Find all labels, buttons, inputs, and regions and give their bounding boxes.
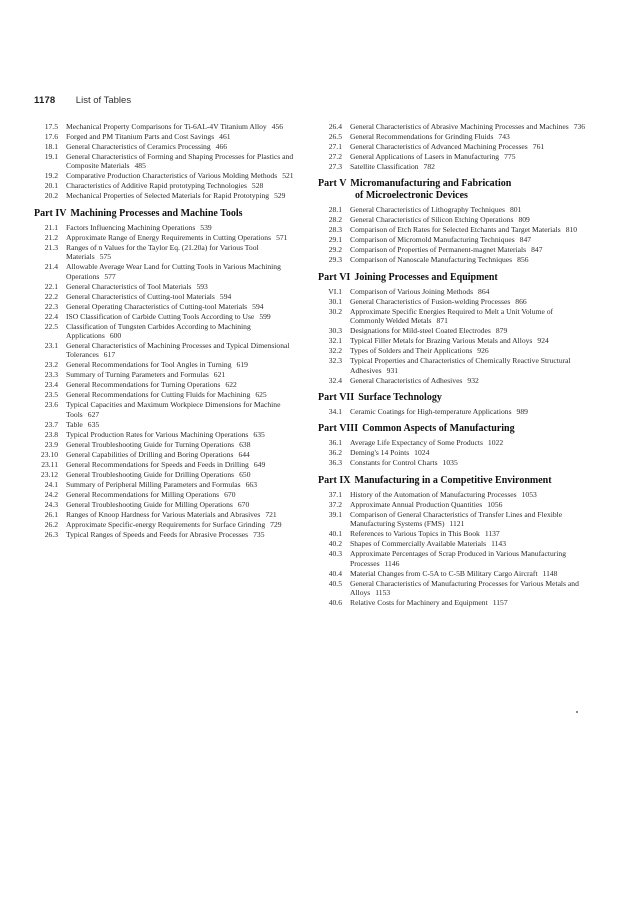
table-page-number: 775	[504, 152, 516, 161]
right-column	[318, 122, 586, 608]
table-title: ISO Classification of Carbide Cutting Tools According to Use	[66, 311, 255, 321]
table-number: 36.3	[328, 458, 342, 468]
table-page-number: 485	[134, 161, 146, 171]
table-page-number: 625	[255, 390, 267, 400]
table-list-entry	[318, 122, 586, 131]
table-page-number: 649	[253, 459, 266, 469]
table-page-number: 1121	[449, 519, 465, 529]
table-title: General Characteristics of Cutting-tool Materials	[66, 291, 215, 301]
table-list-entry	[34, 440, 304, 449]
table-title: Comparison of Nanoscale Manufacturing Techniques	[350, 255, 513, 265]
table-number: 23.11	[41, 459, 58, 469]
table-title: General Troubleshooting Guide for Milling Operations	[66, 499, 233, 509]
table-page-number: 621	[213, 370, 226, 380]
table-title: General Characteristics of Ceramics Processing	[66, 142, 211, 151]
table-page-number: 1024	[414, 448, 430, 458]
table-list-entry	[318, 458, 586, 467]
table-list-entry	[34, 122, 304, 131]
table-page-number: 866	[515, 296, 527, 306]
table-number: 32.1	[328, 336, 342, 346]
part-label: Part V	[318, 178, 347, 190]
table-list-entry	[318, 510, 586, 529]
table-number: 22.2	[44, 291, 58, 301]
table-title: Comparison of General Characteristics of Transfer Lines and Flexible Manufacturing Systems (FMS)	[350, 509, 563, 529]
table-title: General Characteristics of Abrasive Machining Processes and Machines	[350, 122, 569, 131]
table-page-number: 926	[477, 346, 489, 356]
table-title: Table	[66, 419, 83, 429]
table-list-entry	[318, 529, 586, 538]
table-title: Summary of Peripheral Milling Parameters and Formulas	[66, 479, 241, 489]
table-page-number: 729	[270, 519, 282, 529]
table-title: Factors Influencing Machining Operations	[66, 222, 196, 232]
table-title: Designations for Mild-steel Coated Electrodes	[350, 326, 491, 336]
table-list-entry	[318, 215, 586, 224]
part-label: Part VI	[318, 271, 351, 283]
table-page-number: 810	[565, 225, 578, 235]
table-page-number: 663	[245, 479, 258, 489]
table-title: Comparison of Properties of Permanent-magnet Materials	[350, 245, 527, 255]
table-list-entry	[34, 233, 304, 242]
table-title: Mechanical Property Comparisons for Ti-6AL-4V Titanium Alloy	[66, 122, 267, 131]
table-list-entry	[318, 235, 586, 244]
table-number: 32.4	[328, 375, 342, 385]
table-page-number: 575	[99, 252, 112, 262]
table-number: 40.3	[328, 549, 342, 559]
table-number: 19.1	[44, 152, 58, 161]
table-number: 40.1	[328, 529, 342, 539]
table-page-number: 670	[237, 499, 250, 509]
table-title: General Characteristics of Advanced Machining Processes	[350, 142, 528, 151]
table-list-entry	[318, 376, 586, 385]
table-page-number: 1146	[384, 558, 400, 568]
table-number: 23.5	[44, 390, 58, 400]
table-title: General Troubleshooting Guide for Turning Operations	[66, 439, 235, 449]
table-number: VI.1	[328, 286, 342, 296]
table-title: Typical Ranges of Speeds and Feeds for Abrasive Processes	[66, 529, 249, 539]
table-list-entry	[318, 307, 586, 326]
table-page-number: 638	[239, 439, 251, 449]
table-list-entry	[318, 245, 586, 254]
table-list-entry	[318, 225, 586, 234]
table-number: 30.1	[328, 296, 342, 306]
table-list-entry	[34, 132, 304, 141]
table-list-entry	[318, 598, 586, 607]
table-list-entry	[34, 480, 304, 489]
table-title: General Recommendations for Milling Operations	[66, 489, 220, 499]
part-heading	[318, 272, 586, 284]
table-list-entry	[34, 341, 304, 360]
table-title: Comparison of Micromold Manufacturing Techniques	[350, 235, 515, 245]
table-title: Material Changes from C-5A to C-5B Military Cargo Aircraft	[350, 568, 538, 578]
table-list-entry	[318, 448, 586, 457]
table-title: Types of Solders and Their Applications	[350, 346, 473, 356]
table-page-number: 521	[282, 171, 294, 181]
table-title: General Characteristics of Silicon Etching Operations	[350, 215, 514, 225]
table-number: 24.1	[44, 479, 58, 489]
table-number: 22.3	[44, 301, 58, 311]
table-list-entry	[318, 255, 586, 264]
table-title: Ceramic Coatings for High-temperature Applications	[350, 407, 512, 417]
table-number: 30.3	[328, 326, 342, 336]
table-title: Allowable Average Wear Land for Cutting Tools in Various Machining Operations	[66, 262, 281, 281]
table-number: 21.3	[44, 242, 58, 252]
part-label: Part VIII	[318, 423, 359, 435]
table-page-number: 932	[467, 375, 479, 385]
table-title: General Troubleshooting Guide for Drilling Operations	[66, 469, 235, 479]
table-title: General Characteristics of Lithography Techniques	[350, 205, 505, 215]
table-list-entry	[34, 500, 304, 509]
table-page-number: 809	[518, 215, 530, 225]
table-title: History of the Automation of Manufacturing Processes	[350, 489, 517, 499]
table-number: 23.8	[44, 429, 58, 439]
table-list-entry	[318, 297, 586, 306]
part-title: Joining Processes and Equipment	[354, 271, 498, 283]
table-title: General Recommendations for Speeds and Feeds in Drilling	[66, 459, 249, 469]
table-number: 26.4	[328, 122, 342, 131]
table-number: 27.3	[328, 162, 342, 171]
table-page-number: 461	[219, 132, 231, 141]
table-number: 37.2	[328, 499, 342, 509]
table-list-entry	[34, 191, 304, 200]
table-list-entry	[34, 243, 304, 262]
table-number: 34.1	[328, 407, 342, 417]
table-title: Mechanical Properties of Selected Materials for Rapid Prototyping	[66, 191, 270, 201]
part-title-continued: of Microelectronic Devices	[355, 190, 468, 202]
table-page-number: 593	[196, 281, 208, 291]
table-title: Approximate Specific Energies Required to Melt a Unit Volume of Commonly Welded Metals	[350, 306, 554, 326]
table-number: 23.2	[44, 360, 58, 370]
table-number: 26.3	[44, 529, 58, 539]
table-number: 29.2	[328, 245, 342, 255]
table-page-number: 743	[498, 132, 510, 141]
table-list-entry	[34, 142, 304, 151]
table-number: 21.4	[44, 262, 58, 272]
page-speck	[576, 711, 578, 713]
table-title: General Recommendations for Turning Operations	[66, 380, 221, 390]
part-heading	[318, 423, 586, 435]
table-list-entry	[318, 287, 586, 296]
table-title: General Recommendations for Tool Angles in Turning	[66, 360, 232, 370]
table-page-number: 619	[236, 360, 248, 370]
table-page-number: 761	[532, 142, 545, 151]
table-page-number: 1053	[521, 489, 537, 499]
table-title: General Recommendations for Cutting Fluids for Machining	[66, 390, 251, 400]
table-page-number: 456	[271, 122, 284, 131]
table-page-number: 635	[87, 419, 100, 429]
table-number: 27.2	[328, 152, 342, 161]
table-title: Deming's 14 Points	[350, 448, 410, 458]
table-title: Comparison of Various Joining Methods	[350, 286, 474, 296]
table-list-entry	[318, 490, 586, 499]
table-page-number: 879	[495, 326, 508, 336]
table-list-entry	[34, 322, 304, 341]
table-page-number: 989	[516, 407, 528, 417]
table-number: 23.10	[40, 449, 58, 459]
table-title: General Applications of Lasers in Manufacturing	[350, 152, 500, 161]
table-list-entry	[34, 360, 304, 369]
part-title: Machining Processes and Machine Tools	[70, 207, 243, 219]
table-title: Comparison of Etch Rates for Selected Etchants and Target Materials	[350, 225, 561, 235]
table-title: Approximate Percentages of Scrap Produced in Various Manufacturing Processes	[350, 549, 567, 568]
table-page-number: 735	[253, 529, 265, 539]
table-number: 23.3	[44, 370, 58, 380]
part-title: Surface Technology	[358, 392, 442, 404]
table-number: 27.1	[328, 142, 342, 151]
table-page-number: 1022	[487, 438, 504, 448]
table-list-entry	[34, 152, 304, 171]
table-number: 36.2	[328, 448, 342, 458]
table-title: Typical Capacities and Maximum Workpiece Dimensions for Machine Tools	[66, 400, 281, 419]
table-number: 40.2	[328, 539, 342, 549]
part-heading	[318, 475, 586, 487]
table-number: 28.1	[328, 205, 342, 215]
table-page-number: 650	[239, 469, 251, 479]
table-title: Satellite Classification	[350, 162, 419, 171]
table-number: 17.5	[44, 122, 58, 131]
table-page-number: 847	[519, 235, 532, 245]
table-title: Typical Production Rates for Various Machining Operations	[66, 429, 249, 439]
table-list-entry	[318, 142, 586, 151]
table-number: 22.4	[44, 311, 58, 321]
table-title: Forged and PM Titanium Parts and Cost Savings	[66, 132, 215, 141]
table-page-number: 1137	[484, 529, 500, 539]
table-number: 26.1	[44, 509, 58, 519]
part-label: Part VII	[318, 392, 355, 404]
table-number: 29.3	[328, 255, 342, 265]
table-number: 24.2	[44, 489, 58, 499]
table-title: General Capabilities of Drilling and Boring Operations	[66, 449, 234, 459]
table-list-entry	[318, 579, 586, 598]
table-list-entry	[318, 346, 586, 355]
table-page-number: 594	[252, 301, 264, 311]
table-number: 28.3	[328, 225, 342, 235]
table-list-entry	[318, 539, 586, 548]
table-number: 23.9	[44, 439, 58, 449]
part-title: Manufacturing in a Competitive Environment	[354, 474, 552, 486]
part-heading	[318, 178, 586, 202]
table-page-number: 600	[109, 331, 122, 341]
table-list-entry	[318, 132, 586, 141]
table-title: Approximate Annual Production Quantities	[350, 499, 483, 509]
table-page-number: 856	[517, 255, 529, 265]
table-title: General Characteristics of Manufacturing Processes for Various Metals and Alloys	[350, 578, 579, 598]
table-page-number: 871	[436, 316, 448, 326]
table-title: General Characteristics of Fusion-welding Processes	[350, 296, 511, 306]
table-number: 23.6	[44, 400, 58, 410]
table-list-entry	[318, 162, 586, 171]
table-list-entry	[34, 292, 304, 301]
table-title: Ranges of Knoop Hardness for Various Materials and Abrasives	[66, 509, 261, 519]
table-list-entry	[318, 569, 586, 578]
table-number: 18.1	[44, 142, 58, 151]
table-number: 19.2	[44, 171, 58, 181]
table-number: 37.1	[328, 489, 342, 499]
table-list-entry	[34, 181, 304, 190]
part-label: Part IV	[34, 207, 67, 219]
table-list-entry	[34, 312, 304, 321]
table-page-number: 931	[386, 365, 399, 375]
table-title: General Characteristics of Machining Processes and Typical Dimensional Tolerances	[66, 341, 290, 360]
table-page-number: 1148	[542, 568, 558, 578]
table-list-entry	[318, 438, 586, 447]
table-page-number: 528	[251, 181, 264, 191]
table-number: 22.5	[44, 321, 58, 331]
table-page-number: 622	[225, 380, 237, 390]
table-title: General Recommendations for Grinding Fluids	[350, 132, 494, 141]
table-title: Classification of Tungsten Carbides According to Machining Applications	[66, 321, 251, 341]
table-page-number: 1153	[375, 588, 391, 598]
table-title: Summary of Turning Parameters and Formulas	[66, 370, 209, 380]
table-list-entry	[34, 530, 304, 539]
part-label: Part IX	[318, 474, 351, 486]
table-number: 23.4	[44, 380, 58, 390]
table-list-entry	[34, 450, 304, 459]
table-number: 21.1	[44, 222, 58, 232]
table-list-entry	[34, 370, 304, 379]
part-heading	[34, 208, 304, 220]
table-page-number: 1035	[442, 458, 458, 468]
table-page-number: 539	[200, 222, 212, 232]
part-title: Micromanufacturing and Fabrication	[350, 178, 512, 190]
table-list-entry	[34, 460, 304, 469]
table-page-number: 721	[265, 509, 277, 519]
table-number: 26.2	[44, 519, 58, 529]
table-page-number: 1157	[492, 598, 508, 608]
table-page-number: 577	[104, 271, 116, 281]
table-list-entry	[34, 510, 304, 519]
table-number: 40.5	[328, 578, 342, 588]
table-page-number: 529	[274, 191, 286, 201]
table-list-entry	[318, 549, 586, 568]
table-list-entry	[34, 490, 304, 499]
table-title: Comparative Production Characteristics of Various Molding Methods	[66, 171, 278, 181]
table-number: 36.1	[328, 438, 342, 448]
table-list-entry	[34, 400, 304, 419]
table-list-entry	[34, 380, 304, 389]
table-number: 22.1	[44, 281, 58, 291]
table-page-number: 847	[531, 245, 543, 255]
table-page-number: 571	[276, 232, 288, 242]
table-page-number: 466	[215, 142, 228, 151]
table-page-number: 782	[423, 162, 435, 171]
table-title: Typical Properties and Characteristics of Chemically Reactive Structural Adhesives	[350, 356, 571, 375]
table-list-entry	[34, 262, 304, 281]
table-page-number: 670	[224, 489, 236, 499]
part-heading	[318, 392, 586, 404]
table-page-number: 864	[478, 286, 490, 296]
table-page-number: 1056	[487, 499, 503, 509]
table-number: 32.2	[328, 346, 342, 356]
table-list-entry	[34, 171, 304, 180]
table-number: 26.5	[328, 132, 342, 141]
table-number: 20.2	[44, 191, 58, 201]
table-title: Approximate Range of Energy Requirements in Cutting Operations	[66, 232, 272, 242]
table-list-entry	[34, 420, 304, 429]
table-list-entry	[34, 282, 304, 291]
table-title: Relative Costs for Machinery and Equipment	[350, 598, 488, 608]
table-number: 23.12	[40, 469, 58, 479]
table-list-entry	[318, 500, 586, 509]
table-title: Average Life Expectancy of Some Products	[350, 438, 483, 448]
table-list-entry	[34, 470, 304, 479]
table-page-number: 644	[238, 449, 250, 459]
table-list-entry	[34, 223, 304, 232]
running-title: List of Tables	[75, 95, 132, 106]
table-list-entry	[34, 390, 304, 399]
table-number: 24.3	[44, 499, 58, 509]
page-number: 1178	[34, 95, 56, 106]
table-page-number: 594	[219, 291, 232, 301]
table-title: General Characteristics of Tool Materials	[66, 281, 192, 291]
table-title: Shapes of Commercially Available Materials	[350, 539, 487, 549]
table-number: 32.3	[328, 356, 342, 366]
table-title: General Characteristics of Adhesives	[350, 375, 463, 385]
table-list-entry	[318, 336, 586, 345]
table-page-number: 801	[509, 205, 522, 215]
table-list-entry	[34, 520, 304, 529]
table-page-number: 635	[253, 429, 265, 439]
table-title: General Operating Characteristics of Cutting-tool Materials	[66, 301, 248, 311]
table-list-entry	[318, 356, 586, 375]
page-header	[34, 95, 131, 106]
table-title: Typical Filler Metals for Brazing Various Metals and Alloys	[350, 336, 533, 346]
table-number: 40.4	[328, 568, 342, 578]
left-column	[34, 122, 304, 540]
table-title: Approximate Specific-energy Requirements for Surface Grinding	[66, 519, 266, 529]
table-list-entry	[318, 152, 586, 161]
part-title: Common Aspects of Manufacturing	[362, 423, 515, 435]
table-list-entry	[318, 326, 586, 335]
table-page-number: 736	[573, 122, 586, 131]
table-number: 28.2	[328, 215, 342, 225]
table-number: 39.1	[328, 509, 342, 519]
table-list-entry	[34, 430, 304, 439]
table-number: 40.6	[328, 598, 342, 608]
table-title: References to Various Topics in This Book	[350, 529, 480, 539]
table-page-number: 1143	[491, 539, 506, 549]
table-title: Constants for Control Charts	[350, 458, 438, 468]
table-title: Ranges of n Values for the Taylor Eq. (21.20a) for Various Tool Materials	[66, 242, 259, 262]
table-page-number: 924	[537, 336, 549, 346]
table-list-entry	[318, 205, 586, 214]
table-page-number: 599	[259, 311, 271, 321]
table-number: 20.1	[44, 181, 58, 191]
table-number: 21.2	[44, 232, 58, 242]
table-title: Characteristics of Additive Rapid prototyping Technologies	[66, 181, 247, 191]
table-page-number: 627	[87, 409, 100, 419]
table-list-entry	[34, 302, 304, 311]
table-number: 29.1	[328, 235, 342, 245]
table-page-number: 617	[103, 350, 116, 360]
table-number: 17.6	[44, 132, 58, 141]
table-number: 30.2	[328, 306, 342, 316]
table-list-entry	[318, 407, 586, 416]
table-number: 23.7	[44, 419, 58, 429]
table-title: General Characteristics of Forming and Shaping Processes for Plastics and Composite Materials	[66, 152, 294, 171]
table-number: 23.1	[44, 341, 58, 351]
